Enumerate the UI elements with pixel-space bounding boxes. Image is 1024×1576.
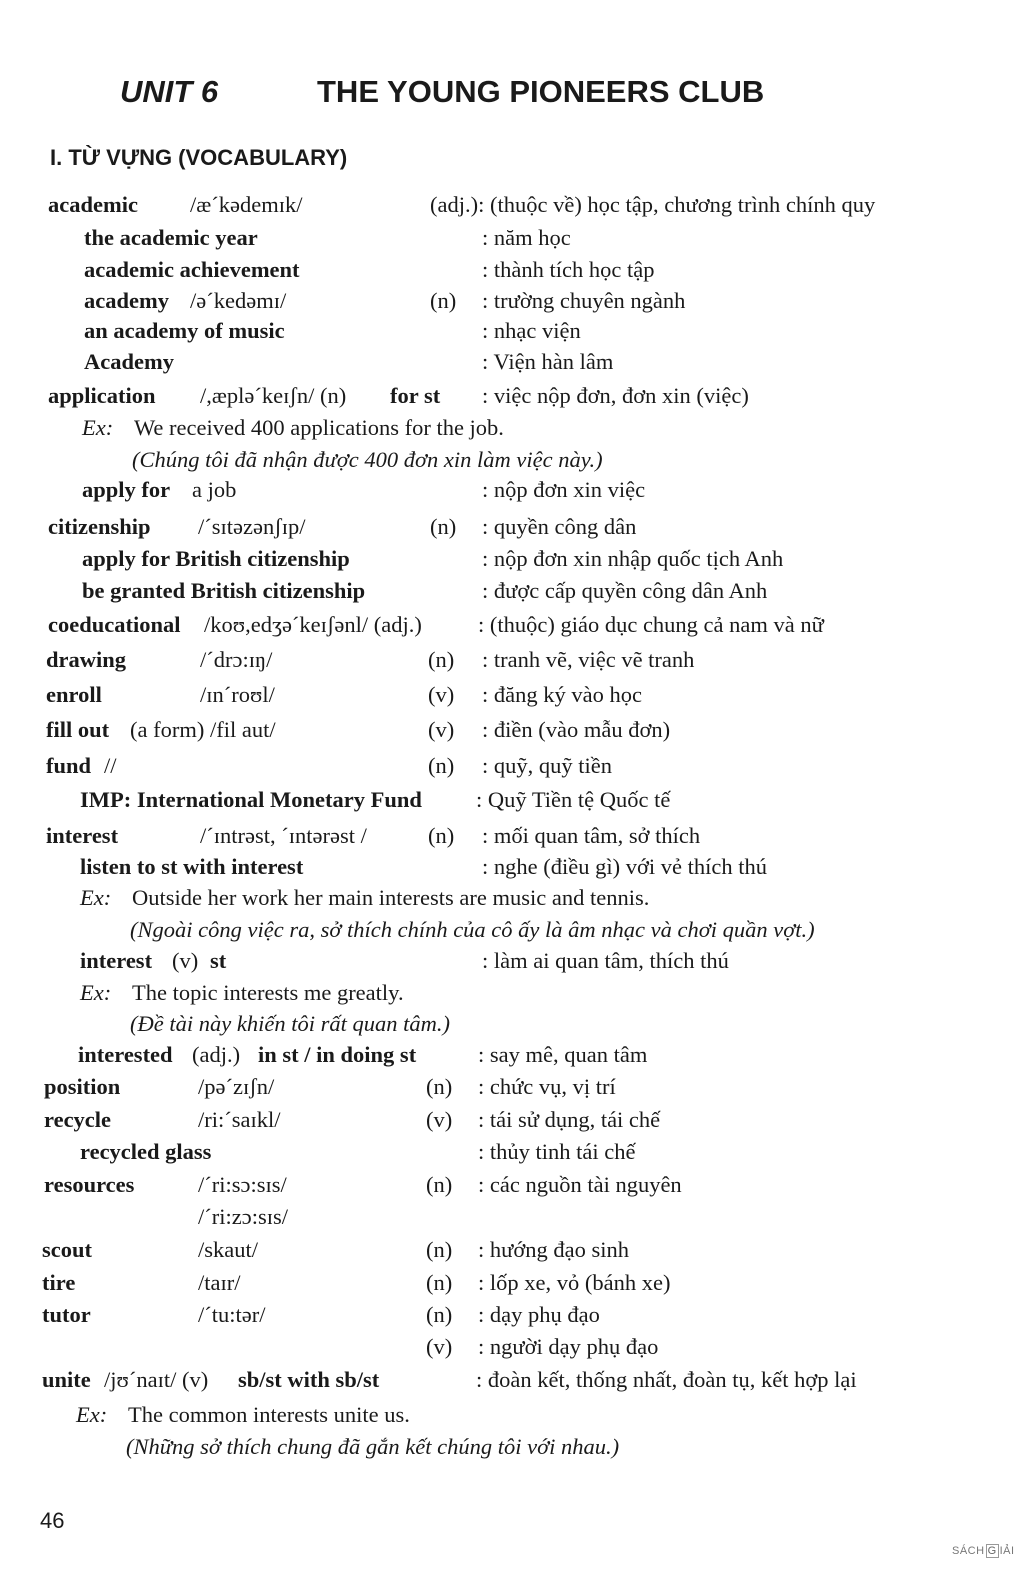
meaning: : chức vụ, vị trí bbox=[478, 1074, 616, 1099]
meaning: : điền (vào mẫu đơn) bbox=[482, 717, 671, 742]
headword: coeducational bbox=[48, 612, 181, 637]
part-of-speech: (v) bbox=[428, 717, 455, 742]
headword: interested bbox=[78, 1042, 173, 1067]
phonetic: /´sɪtəzənʃɪp/ bbox=[198, 514, 306, 539]
headword: tutor bbox=[42, 1302, 91, 1327]
phonetic: /´ri:sɔ:sɪs/ bbox=[198, 1172, 287, 1197]
part-of-speech: (n) bbox=[428, 753, 455, 778]
headword: academic bbox=[48, 192, 138, 217]
part-of-speech: (n) bbox=[428, 647, 455, 672]
headword: citizenship bbox=[48, 514, 151, 539]
part-of-speech: (n) bbox=[430, 514, 457, 539]
phonetic: /´tu:tər/ bbox=[198, 1302, 266, 1327]
part-of-speech: (n) bbox=[426, 1074, 453, 1099]
phonetic: /pə´zɪʃn/ bbox=[198, 1074, 275, 1099]
headword: interest bbox=[80, 948, 153, 973]
part-of-speech: (v) bbox=[428, 682, 455, 707]
phonetic: /jʊ´naɪt/ (v) bbox=[104, 1367, 209, 1392]
meaning: : được cấp quyền công dân Anh bbox=[482, 578, 768, 603]
headword: Academy bbox=[84, 349, 174, 374]
meaning: : Viện hàn lâm bbox=[482, 349, 614, 374]
headword: IMP: International Monetary Fund bbox=[80, 787, 422, 812]
translation-text: (Đề tài này khiến tôi rất quan tâm.) bbox=[130, 1011, 450, 1036]
part-of-speech: (n) bbox=[426, 1302, 453, 1327]
headword: recycle bbox=[44, 1107, 112, 1132]
headword: an academy of music bbox=[84, 318, 285, 343]
headword: fund bbox=[46, 753, 92, 778]
meaning: : dạy phụ đạo bbox=[478, 1302, 600, 1327]
part-of-speech: (n) bbox=[426, 1270, 453, 1295]
headword: drawing bbox=[46, 647, 127, 672]
publisher-watermark bbox=[952, 1544, 1015, 1558]
meaning: : say mê, quan tâm bbox=[478, 1042, 648, 1067]
collocation: st bbox=[210, 948, 227, 973]
phonetic: /´ri:zɔ:sɪs/ bbox=[198, 1204, 288, 1229]
example-label: Ex: bbox=[80, 885, 112, 910]
headword: apply for British citizenship bbox=[82, 546, 350, 571]
watermark-left: SÁCH bbox=[952, 1545, 985, 1557]
headword: position bbox=[44, 1074, 121, 1099]
meaning: : nghe (điều gì) với vẻ thích thú bbox=[482, 854, 767, 879]
part-of-speech: (adj.) bbox=[192, 1042, 241, 1067]
example-text: The common interests unite us. bbox=[128, 1402, 410, 1427]
phonetic: /´ɪntrəst, ´ɪntərəst / bbox=[200, 823, 367, 848]
example-label: Ex: bbox=[82, 415, 114, 440]
headword: apply for bbox=[82, 477, 171, 502]
meaning: : thủy tinh tái chế bbox=[478, 1139, 636, 1164]
collocation: in st / in doing st bbox=[258, 1042, 417, 1067]
headword: scout bbox=[42, 1237, 92, 1262]
part-of-speech: (n) bbox=[426, 1172, 453, 1197]
phonetic: (a form) /fil aut/ bbox=[130, 717, 276, 742]
headword: unite bbox=[42, 1367, 91, 1392]
meaning: : trường chuyên ngành bbox=[482, 288, 686, 313]
example-text: We received 400 applications for the job. bbox=[134, 415, 504, 440]
meaning: : năm học bbox=[482, 225, 571, 250]
part-of-speech: (n) bbox=[428, 823, 455, 848]
watermark-right: IẢI bbox=[999, 1545, 1015, 1557]
part-of-speech: (v) bbox=[426, 1107, 453, 1132]
meaning: : đoàn kết, thống nhất, đoàn tụ, kết hợp lại bbox=[476, 1367, 857, 1392]
unit-label: UNIT 6 bbox=[120, 74, 219, 109]
phonetic: /koʊ,edʒə´keɪʃənl/ (adj.) bbox=[204, 612, 422, 637]
example-text: The topic interests me greatly. bbox=[132, 980, 404, 1005]
headword: fill out bbox=[46, 717, 110, 742]
meaning: : mối quan tâm, sở thích bbox=[482, 823, 701, 848]
unit-title: THE YOUNG PIONEERS CLUB bbox=[317, 74, 765, 109]
part-of-speech: (n) bbox=[430, 288, 457, 313]
meaning: : thành tích học tập bbox=[482, 257, 655, 282]
meaning: : quỹ, quỹ tiền bbox=[482, 753, 612, 778]
meaning: : (thuộc) giáo dục chung cả nam và nữ bbox=[478, 612, 824, 637]
meaning: : lốp xe, vỏ (bánh xe) bbox=[478, 1270, 671, 1295]
page-number: 46 bbox=[40, 1508, 65, 1533]
example-label: Ex: bbox=[80, 980, 112, 1005]
section-heading: I. TỪ VỰNG (VOCABULARY) bbox=[50, 145, 348, 170]
meaning: : quyền công dân bbox=[482, 514, 637, 539]
headword: enroll bbox=[46, 682, 102, 707]
headword: resources bbox=[44, 1172, 135, 1197]
part-of-speech: (n) bbox=[426, 1237, 453, 1262]
example-label: Ex: bbox=[76, 1402, 108, 1427]
meaning: (adj.): (thuộc về) học tập, chương trình chính quy bbox=[430, 192, 876, 217]
part-of-speech: (v) bbox=[172, 948, 199, 973]
headword: listen to st with interest bbox=[80, 854, 304, 879]
phonetic: // bbox=[104, 753, 117, 778]
meaning: : nộp đơn xin nhập quốc tịch Anh bbox=[482, 546, 784, 571]
headword: application bbox=[48, 383, 156, 408]
phonetic: /ə´kedəmɪ/ bbox=[190, 288, 287, 313]
phonetic: /´drɔ:ɪŋ/ bbox=[200, 647, 273, 672]
phonetic: /taɪr/ bbox=[198, 1270, 241, 1295]
complement: a job bbox=[192, 477, 237, 502]
phonetic: /ri:´saɪkl/ bbox=[198, 1107, 281, 1132]
meaning: : Quỹ Tiền tệ Quốc tế bbox=[476, 787, 671, 812]
headword: academy bbox=[84, 288, 169, 313]
meaning: : làm ai quan tâm, thích thú bbox=[482, 948, 729, 973]
watermark-logo-letter: G bbox=[987, 1545, 997, 1557]
meaning: : người dạy phụ đạo bbox=[478, 1334, 659, 1359]
collocation: for st bbox=[390, 383, 441, 408]
translation-text: (Chúng tôi đã nhận được 400 đơn xin làm việc này.) bbox=[132, 447, 603, 472]
phonetic: /æ´kədemɪk/ bbox=[190, 192, 303, 217]
phonetic: /ɪn´roʊl/ bbox=[200, 682, 275, 707]
meaning: : đăng ký vào học bbox=[482, 682, 642, 707]
headword: interest bbox=[46, 823, 119, 848]
headword: tire bbox=[42, 1270, 76, 1295]
meaning: : hướng đạo sinh bbox=[478, 1237, 629, 1262]
phonetic: /skaut/ bbox=[198, 1237, 258, 1262]
headword: academic achievement bbox=[84, 257, 300, 282]
collocation: sb/st with sb/st bbox=[238, 1367, 380, 1392]
part-of-speech: (v) bbox=[426, 1334, 453, 1359]
translation-text: (Những sở thích chung đã gắn kết chúng tôi với nhau.) bbox=[126, 1434, 620, 1459]
headword: recycled glass bbox=[80, 1139, 212, 1164]
meaning: : tranh vẽ, việc vẽ tranh bbox=[482, 647, 695, 672]
headword: be granted British citizenship bbox=[82, 578, 366, 603]
meaning: : việc nộp đơn, đơn xin (việc) bbox=[482, 383, 749, 408]
meaning: : các nguồn tài nguyên bbox=[478, 1172, 682, 1197]
meaning: : nhạc viện bbox=[482, 318, 581, 343]
meaning: : nộp đơn xin việc bbox=[482, 477, 646, 502]
phonetic: /,æplə´keɪʃn/ (n) bbox=[200, 383, 347, 408]
headword: the academic year bbox=[84, 225, 258, 250]
example-text: Outside her work her main interests are music and tennis. bbox=[132, 885, 650, 910]
translation-text: (Ngoài công việc ra, sở thích chính của cô ấy là âm nhạc và chơi quần vợt.) bbox=[130, 917, 815, 942]
meaning: : tái sử dụng, tái chế bbox=[478, 1107, 661, 1132]
